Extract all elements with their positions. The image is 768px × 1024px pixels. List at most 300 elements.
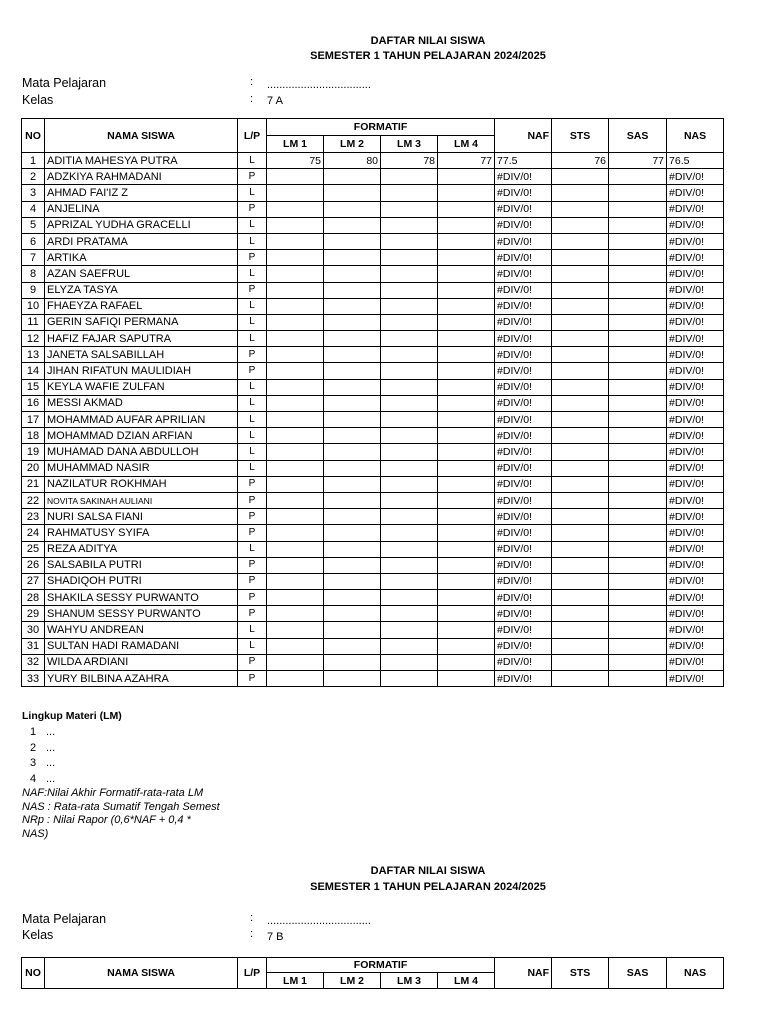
cell-nama-siswa: ARTIKA (45, 250, 238, 266)
cell-lm3 (381, 460, 438, 476)
cell-lm3 (381, 331, 438, 347)
cell-sas (609, 590, 667, 606)
table-row (22, 169, 724, 185)
table-row (22, 622, 724, 638)
cell-lm4 (438, 185, 495, 201)
cell-lm1 (267, 590, 324, 606)
cell-no: 13 (22, 347, 45, 363)
table-row (22, 638, 724, 654)
cell-sts (552, 412, 609, 428)
header-lp: L/P (238, 119, 267, 153)
cell-lm4 (438, 492, 495, 508)
cell-naf: #DIV/0! (495, 298, 552, 314)
grade-table-2 (21, 957, 724, 989)
cell-sts (552, 266, 609, 282)
cell-lm3 (381, 298, 438, 314)
cell-lm1 (267, 460, 324, 476)
cell-sts (552, 573, 609, 589)
cell-naf: #DIV/0! (495, 347, 552, 363)
cell-lm3 (381, 606, 438, 622)
cell-nama-siswa: SULTAN HADI RAMADANI (45, 638, 238, 654)
cell-no: 4 (22, 201, 45, 217)
cell-lm2 (324, 573, 381, 589)
cell-nas: #DIV/0! (667, 233, 724, 249)
cell-lm4 (438, 460, 495, 476)
cell-lm3 (381, 395, 438, 411)
cell-nas: #DIV/0! (667, 460, 724, 476)
cell-sts (552, 444, 609, 460)
cell-lp: L (238, 444, 267, 460)
cell-naf: #DIV/0! (495, 654, 552, 670)
lm-item (22, 741, 252, 757)
cell-naf: #DIV/0! (495, 282, 552, 298)
cell-nama-siswa: FHAEYZA RAFAEL (45, 298, 238, 314)
cell-nama-siswa: WILDA ARDIANI (45, 654, 238, 670)
nas-note: NAS : Rata-rata Sumatif Tengah Semest (22, 800, 220, 813)
table-row (22, 428, 724, 444)
cell-lm3 (381, 428, 438, 444)
cell-lm3 (381, 622, 438, 638)
cell-lm1 (267, 282, 324, 298)
cell-nas: #DIV/0! (667, 492, 724, 508)
cell-lm1 (267, 331, 324, 347)
cell-naf: #DIV/0! (495, 233, 552, 249)
cell-lm4 (438, 282, 495, 298)
cell-no: 33 (22, 671, 45, 687)
cell-naf: #DIV/0! (495, 331, 552, 347)
cell-sas (609, 266, 667, 282)
cell-lm3: 78 (381, 153, 438, 169)
cell-nas: #DIV/0! (667, 169, 724, 185)
table-row (22, 217, 724, 233)
cell-nas: #DIV/0! (667, 428, 724, 444)
cell-lp: P (238, 492, 267, 508)
cell-no: 10 (22, 298, 45, 314)
cell-naf: 77.5 (495, 153, 552, 169)
header-no: NO (22, 958, 45, 989)
cell-lm1 (267, 557, 324, 573)
cell-lm2 (324, 671, 381, 687)
cell-nas: #DIV/0! (667, 298, 724, 314)
cell-sas (609, 492, 667, 508)
cell-no: 29 (22, 606, 45, 622)
cell-naf: #DIV/0! (495, 541, 552, 557)
header-lm2: LM 2 (324, 136, 381, 153)
table-row (22, 671, 724, 687)
cell-nama-siswa: ANJELINA (45, 201, 238, 217)
cell-lp: L (238, 153, 267, 169)
cell-lm1 (267, 492, 324, 508)
cell-lm2 (324, 282, 381, 298)
cell-nas: #DIV/0! (667, 314, 724, 330)
cell-sts (552, 314, 609, 330)
page-subtitle: SEMESTER 1 TAHUN PELAJARAN 2024/2025 (310, 50, 546, 62)
cell-naf: #DIV/0! (495, 638, 552, 654)
cell-lm2 (324, 444, 381, 460)
lm-heading: Lingkup Materi (LM) (22, 710, 122, 722)
cell-no: 28 (22, 590, 45, 606)
header-lm4: LM 4 (438, 136, 495, 153)
kelas-value-2: 7 B (267, 931, 284, 943)
cell-lm3 (381, 590, 438, 606)
cell-lm3 (381, 363, 438, 379)
cell-naf: #DIV/0! (495, 590, 552, 606)
cell-sas (609, 638, 667, 654)
cell-lm3 (381, 169, 438, 185)
cell-sas (609, 314, 667, 330)
cell-sas (609, 622, 667, 638)
header-no: NO (22, 119, 45, 153)
cell-nama-siswa: MUHAMAD DANA ABDULLOH (45, 444, 238, 460)
cell-nama-siswa: NURI SALSA FIANI (45, 509, 238, 525)
cell-sts (552, 590, 609, 606)
cell-nas: #DIV/0! (667, 541, 724, 557)
cell-no: 6 (22, 233, 45, 249)
cell-naf: #DIV/0! (495, 557, 552, 573)
cell-sts (552, 541, 609, 557)
cell-lm1 (267, 444, 324, 460)
cell-sts (552, 606, 609, 622)
cell-lm1 (267, 638, 324, 654)
cell-nas: #DIV/0! (667, 444, 724, 460)
cell-naf: #DIV/0! (495, 363, 552, 379)
mapel-label: Mata Pelajaran (22, 76, 107, 90)
cell-nama-siswa: JANETA SALSABILLAH (45, 347, 238, 363)
cell-naf: #DIV/0! (495, 525, 552, 541)
cell-nas: #DIV/0! (667, 476, 724, 492)
cell-lm4 (438, 266, 495, 282)
cell-sts (552, 282, 609, 298)
table-row (22, 298, 724, 314)
cell-sts: 76 (552, 153, 609, 169)
cell-nas: #DIV/0! (667, 654, 724, 670)
cell-nas: #DIV/0! (667, 573, 724, 589)
cell-nas: #DIV/0! (667, 282, 724, 298)
cell-sas (609, 509, 667, 525)
cell-naf: #DIV/0! (495, 671, 552, 687)
cell-lm4 (438, 606, 495, 622)
cell-sts (552, 233, 609, 249)
cell-sts (552, 671, 609, 687)
cell-naf: #DIV/0! (495, 250, 552, 266)
cell-lm1 (267, 606, 324, 622)
notes-block (22, 709, 252, 841)
table-row (22, 412, 724, 428)
cell-no: 27 (22, 573, 45, 589)
cell-lm4 (438, 363, 495, 379)
cell-lm2 (324, 266, 381, 282)
lm-item-number: 4 (30, 772, 37, 785)
cell-nas: #DIV/0! (667, 201, 724, 217)
nrp-note: NRp : Nilai Rapor (0,6*NAF + 0,4 * (22, 814, 191, 826)
cell-lm1 (267, 412, 324, 428)
cell-lp: L (238, 622, 267, 638)
cell-sas (609, 233, 667, 249)
cell-no: 15 (22, 379, 45, 395)
cell-lm2 (324, 492, 381, 508)
table-row (22, 590, 724, 606)
cell-lm2 (324, 654, 381, 670)
cell-nas: #DIV/0! (667, 379, 724, 395)
cell-sts (552, 622, 609, 638)
cell-no: 5 (22, 217, 45, 233)
cell-lm2 (324, 541, 381, 557)
cell-sas (609, 169, 667, 185)
cell-sas (609, 185, 667, 201)
cell-lm4 (438, 444, 495, 460)
cell-lp: P (238, 671, 267, 687)
cell-no: 22 (22, 492, 45, 508)
cell-lm2 (324, 525, 381, 541)
cell-nas: #DIV/0! (667, 363, 724, 379)
cell-nama-siswa: AZAN SAEFRUL (45, 266, 238, 282)
lm-item (22, 756, 252, 772)
cell-lm1 (267, 525, 324, 541)
cell-naf: #DIV/0! (495, 476, 552, 492)
header-naf: NAF (495, 119, 552, 153)
cell-sts (552, 169, 609, 185)
cell-lm3 (381, 266, 438, 282)
kelas-value: 7 A (267, 95, 283, 107)
cell-no: 24 (22, 525, 45, 541)
cell-lm4 (438, 671, 495, 687)
cell-nama-siswa: SHADIQOH PUTRI (45, 573, 238, 589)
cell-nama-siswa: SALSABILA PUTRI (45, 557, 238, 573)
cell-lm4 (438, 412, 495, 428)
cell-lm2 (324, 169, 381, 185)
cell-sts (552, 557, 609, 573)
header-lm1: LM 1 (267, 136, 324, 153)
table-row (22, 266, 724, 282)
cell-nas: #DIV/0! (667, 412, 724, 428)
cell-lm4 (438, 331, 495, 347)
cell-naf: #DIV/0! (495, 492, 552, 508)
cell-sas (609, 282, 667, 298)
lm-item-text: ... (46, 772, 56, 785)
cell-sas (609, 654, 667, 670)
cell-lm3 (381, 525, 438, 541)
cell-sts (552, 363, 609, 379)
cell-no: 25 (22, 541, 45, 557)
lm-item-text: ... (46, 741, 56, 754)
header-sas: SAS (609, 958, 667, 989)
cell-lp: L (238, 428, 267, 444)
lm-item (22, 725, 252, 741)
table-row (22, 557, 724, 573)
cell-naf: #DIV/0! (495, 460, 552, 476)
cell-lp: L (238, 379, 267, 395)
cell-lp: P (238, 476, 267, 492)
cell-lm1 (267, 298, 324, 314)
cell-lp: P (238, 282, 267, 298)
cell-lm1: 75 (267, 153, 324, 169)
table-row (22, 492, 724, 508)
cell-nama-siswa: MOHAMMAD DZIAN ARFIAN (45, 428, 238, 444)
cell-sts (552, 395, 609, 411)
table-row (22, 185, 724, 201)
cell-lm4 (438, 654, 495, 670)
cell-lp: P (238, 169, 267, 185)
cell-lm2 (324, 217, 381, 233)
cell-naf: #DIV/0! (495, 169, 552, 185)
header-lm4: LM 4 (438, 973, 495, 989)
cell-lp: L (238, 298, 267, 314)
cell-nas: #DIV/0! (667, 638, 724, 654)
table-row (22, 250, 724, 266)
cell-nas: #DIV/0! (667, 557, 724, 573)
cell-lm2 (324, 428, 381, 444)
cell-nama-siswa: HAFIZ FAJAR SAPUTRA (45, 331, 238, 347)
cell-lm3 (381, 654, 438, 670)
header-formatif: FORMATIF (267, 958, 495, 973)
table-row (22, 654, 724, 670)
cell-naf: #DIV/0! (495, 622, 552, 638)
cell-sas (609, 395, 667, 411)
cell-sas (609, 428, 667, 444)
table-row (22, 314, 724, 330)
header-nas: NAS (667, 958, 724, 989)
cell-nama-siswa: YURY BILBINA AZAHRA (45, 671, 238, 687)
cell-lm4 (438, 298, 495, 314)
cell-nas: #DIV/0! (667, 395, 724, 411)
cell-lm1 (267, 233, 324, 249)
cell-nama-siswa: ARDI PRATAMA (45, 233, 238, 249)
cell-no: 23 (22, 509, 45, 525)
cell-naf: #DIV/0! (495, 314, 552, 330)
cell-no: 20 (22, 460, 45, 476)
page-title: DAFTAR NILAI SISWA (370, 35, 486, 47)
cell-nama-siswa: ADITIA MAHESYA PUTRA (45, 153, 238, 169)
cell-sts (552, 347, 609, 363)
header-nas: NAS (667, 119, 724, 153)
cell-sts (552, 525, 609, 541)
cell-sas (609, 347, 667, 363)
cell-lm4 (438, 233, 495, 249)
cell-lm1 (267, 363, 324, 379)
cell-lm3 (381, 492, 438, 508)
cell-sas (609, 476, 667, 492)
cell-lm2 (324, 509, 381, 525)
cell-nas: #DIV/0! (667, 622, 724, 638)
cell-lp: P (238, 363, 267, 379)
cell-sts (552, 509, 609, 525)
cell-lp: L (238, 185, 267, 201)
cell-nas: #DIV/0! (667, 525, 724, 541)
cell-nama-siswa: GERIN SAFIQI PERMANA (45, 314, 238, 330)
cell-lm2 (324, 412, 381, 428)
page-title-2: DAFTAR NILAI SISWA (370, 865, 486, 877)
cell-lm4 (438, 314, 495, 330)
table-row (22, 331, 724, 347)
table-row (22, 606, 724, 622)
cell-lp: L (238, 460, 267, 476)
table-row (22, 541, 724, 557)
cell-lm4 (438, 217, 495, 233)
cell-lm3 (381, 541, 438, 557)
cell-lm1 (267, 266, 324, 282)
cell-nas: #DIV/0! (667, 217, 724, 233)
cell-lp: L (238, 331, 267, 347)
cell-sts (552, 250, 609, 266)
cell-no: 21 (22, 476, 45, 492)
kelas-colon: : (250, 93, 254, 105)
cell-lm3 (381, 185, 438, 201)
table-row (22, 363, 724, 379)
cell-lm3 (381, 379, 438, 395)
cell-lm3 (381, 347, 438, 363)
cell-lp: P (238, 557, 267, 573)
cell-naf: #DIV/0! (495, 266, 552, 282)
cell-naf: #DIV/0! (495, 573, 552, 589)
table-row (22, 525, 724, 541)
cell-sas (609, 541, 667, 557)
cell-lm4 (438, 622, 495, 638)
cell-lm1 (267, 250, 324, 266)
cell-no: 19 (22, 444, 45, 460)
cell-lm4 (438, 476, 495, 492)
cell-lm2 (324, 606, 381, 622)
cell-no: 14 (22, 363, 45, 379)
header-sts: STS (552, 958, 609, 989)
cell-nas: #DIV/0! (667, 590, 724, 606)
cell-lm1 (267, 379, 324, 395)
cell-nas: #DIV/0! (667, 331, 724, 347)
cell-lm2 (324, 379, 381, 395)
header-lm3: LM 3 (381, 973, 438, 989)
cell-lm3 (381, 282, 438, 298)
cell-naf: #DIV/0! (495, 395, 552, 411)
kelas-label: Kelas (22, 93, 54, 107)
cell-sas (609, 379, 667, 395)
cell-lm2 (324, 395, 381, 411)
cell-lp: L (238, 314, 267, 330)
cell-lm2 (324, 331, 381, 347)
lm-item-number: 2 (30, 741, 37, 754)
lm-item-number: 3 (30, 757, 37, 769)
cell-lp: L (238, 541, 267, 557)
header-naf: NAF (495, 958, 552, 989)
cell-lm1 (267, 169, 324, 185)
cell-lp: P (238, 250, 267, 266)
cell-lm4 (438, 590, 495, 606)
cell-no: 17 (22, 412, 45, 428)
page-subtitle-2: SEMESTER 1 TAHUN PELAJARAN 2024/2025 (310, 881, 546, 893)
cell-lm4 (438, 250, 495, 266)
cell-lm3 (381, 557, 438, 573)
cell-lp: L (238, 233, 267, 249)
grade-table (21, 118, 724, 687)
cell-lm4 (438, 347, 495, 363)
table-row (22, 444, 724, 460)
table-row (22, 153, 724, 169)
cell-nama-siswa: MUHAMMAD NASIR (45, 460, 238, 476)
cell-lm2 (324, 201, 381, 217)
cell-nas: #DIV/0! (667, 250, 724, 266)
cell-lm4 (438, 379, 495, 395)
cell-lp: L (238, 412, 267, 428)
cell-nama-siswa: MOHAMMAD AUFAR APRILIAN (45, 412, 238, 428)
table-row (22, 282, 724, 298)
table-row (22, 379, 724, 395)
cell-sts (552, 460, 609, 476)
cell-lm1 (267, 573, 324, 589)
header-formatif: FORMATIF (267, 119, 495, 136)
cell-lm3 (381, 314, 438, 330)
cell-naf: #DIV/0! (495, 412, 552, 428)
header-lm1: LM 1 (267, 973, 324, 989)
lm-item-text: ... (46, 757, 56, 769)
cell-no: 1 (22, 153, 45, 169)
